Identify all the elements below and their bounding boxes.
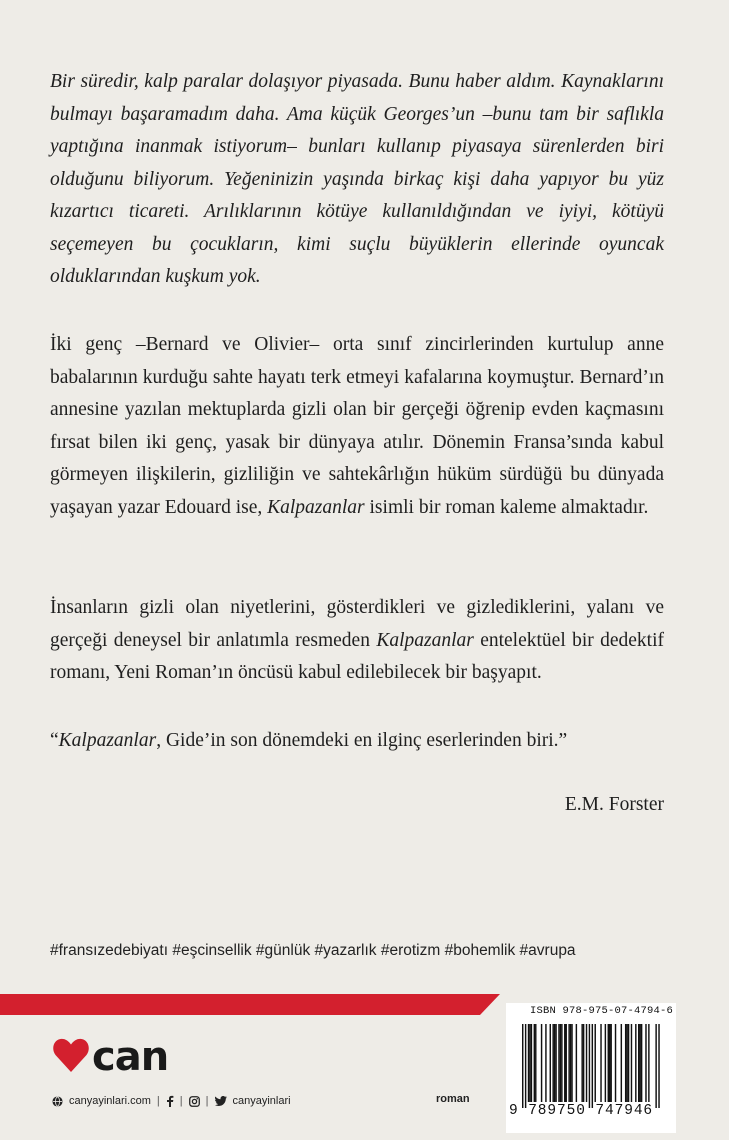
twitter-icon[interactable] bbox=[215, 1096, 227, 1106]
hashtags: #fransızedebiyatı #eşcinsellik #günlük #yazarlık #erotizm #bohemlik #avrupa bbox=[50, 942, 576, 959]
barcode-bar bbox=[576, 1024, 577, 1102]
description-text: İnsanların gizli olan niyetlerini, gösterdikleri ve gizlediklerini, yalanı ve gerçeği deneysel bir anlatımla resmeden bbox=[50, 597, 664, 651]
barcode-bar bbox=[583, 1024, 584, 1102]
divider: | bbox=[179, 1095, 183, 1107]
barcode-bar bbox=[595, 1024, 596, 1102]
barcode-bar bbox=[560, 1024, 561, 1102]
barcode-bar bbox=[528, 1024, 529, 1102]
website-link[interactable]: canyayinlari.com bbox=[69, 1095, 151, 1107]
barcode-bar bbox=[608, 1024, 609, 1102]
barcode-block bbox=[506, 1003, 676, 1133]
barcode-bar bbox=[610, 1024, 611, 1102]
barcode-digits: 9 789750 747946 bbox=[509, 1103, 654, 1119]
barcode-bar bbox=[581, 1024, 582, 1102]
barcode-bar bbox=[525, 1024, 526, 1108]
summary-text-end: isimli bir roman kaleme almaktadır. bbox=[364, 496, 649, 518]
barcode-bar bbox=[641, 1024, 642, 1102]
divider: | bbox=[205, 1095, 209, 1107]
barcode-bar bbox=[554, 1024, 555, 1102]
publisher-logo bbox=[52, 1028, 182, 1078]
barcode-bars bbox=[506, 1018, 676, 1108]
barcode-bar bbox=[522, 1024, 523, 1108]
social-handle[interactable]: canyayinlari bbox=[232, 1095, 291, 1107]
barcode-bar bbox=[615, 1024, 616, 1102]
barcode-bar bbox=[648, 1024, 649, 1102]
barcode-bar bbox=[635, 1024, 636, 1102]
quote-author: E.M. Forster bbox=[564, 794, 664, 815]
logo-text: can bbox=[92, 1034, 169, 1078]
barcode-bar bbox=[552, 1024, 553, 1102]
barcode-bar bbox=[605, 1024, 606, 1102]
barcode-bar bbox=[555, 1024, 556, 1102]
barcode-bar bbox=[570, 1024, 571, 1102]
quote-open-mark: “ bbox=[50, 730, 59, 751]
barcode-bar bbox=[529, 1024, 530, 1102]
barcode-bar bbox=[600, 1024, 601, 1102]
review-quote bbox=[50, 725, 664, 758]
footer-links bbox=[52, 1091, 291, 1111]
barcode-bar bbox=[545, 1024, 546, 1102]
barcode-bar bbox=[558, 1024, 559, 1102]
divider: | bbox=[156, 1095, 160, 1107]
barcode-bar bbox=[658, 1024, 659, 1108]
summary-text: İki genç –Bernard ve Olivier– orta sınıf zincirlerinden kurtulup anne babalarının kurduğu sahte hayatı terk etmeyi kafalarına koymuştur. Bernard’ın annesine yazılan mektuplarda gizli olan bir gerçeği öğrenip evden kaçmasını fırsat bilen iki genç, yasak bir dünyaya atılır. Dönemin Fransa’sında kabul görmeyen ilişkilerin, gizliliğin ve sahtekârlığın hüküm sürdüğü bu dünyada yaşayan yazar Edouard ise, bbox=[50, 334, 664, 518]
barcode-bar bbox=[645, 1024, 646, 1102]
barcode-bar bbox=[628, 1024, 629, 1102]
barcode-bar bbox=[639, 1024, 640, 1102]
barcode-bar bbox=[625, 1024, 626, 1102]
barcode-bar bbox=[571, 1024, 572, 1102]
barcode-bar bbox=[568, 1024, 569, 1102]
heart-icon bbox=[53, 1039, 89, 1072]
barcode-bar bbox=[621, 1024, 622, 1102]
barcode-bar bbox=[631, 1024, 632, 1102]
barcode-bar bbox=[589, 1024, 590, 1108]
summary-paragraph bbox=[50, 329, 664, 524]
isbn-label: ISBN 978-975-07-4794-6 bbox=[530, 1005, 674, 1017]
description-paragraph bbox=[50, 592, 664, 690]
summary-book-title: Kalpazanlar bbox=[267, 496, 365, 518]
barcode-bar bbox=[592, 1024, 593, 1108]
barcode-bar bbox=[531, 1024, 532, 1102]
barcode-bar bbox=[626, 1024, 627, 1102]
facebook-icon[interactable] bbox=[166, 1095, 174, 1107]
barcode-bar bbox=[566, 1024, 567, 1102]
barcode-bar bbox=[609, 1024, 610, 1102]
quote-book-title: Kalpazanlar bbox=[58, 730, 157, 751]
globe-icon bbox=[52, 1096, 63, 1107]
description-text-end: entelektüel bir dedektif romanı, Yeni Roman’ın öncüsü kabul edilebilecek bir başyapıt. bbox=[50, 629, 665, 683]
barcode-bar bbox=[550, 1024, 551, 1102]
quote-text: , Gide’in son dönemdeki en ilginç eserlerinden biri.” bbox=[156, 730, 568, 751]
description-book-title: Kalpazanlar bbox=[376, 629, 474, 651]
intro-excerpt: Bir süredir, kalp paralar dolaşıyor piyasada. Bunu haber aldım. Kaynaklarını bulmayı başaramadım daha. Ama küçük Georges’un –bunu tam bir saflıkla yaptığına inanmak istiyorum– bunları kullanıp piyasaya sürenlerden biri olduğunu biliyorum. Yeğeninizin yaşında birkaç kişi daha yapıyor bu yüz kızartıcı ticareti. Arılıklarının kötüye kullanıldığından ve iyiyi, kötüyü seçemeyen bu çocukların, kimi suçlu büyüklerin ellerinde oyuncak olduklarından kuşkum yok. bbox=[50, 71, 664, 287]
barcode-bar bbox=[541, 1024, 542, 1102]
barcode-bar bbox=[586, 1024, 587, 1102]
barcode-bar bbox=[534, 1024, 535, 1102]
barcode-bar bbox=[655, 1024, 656, 1108]
barcode-bar bbox=[561, 1024, 562, 1102]
genre-label: roman bbox=[436, 1093, 470, 1105]
barcode-bar bbox=[564, 1024, 565, 1102]
red-accent-band bbox=[0, 994, 500, 1015]
instagram-icon[interactable] bbox=[189, 1096, 200, 1107]
barcode-bar bbox=[638, 1024, 639, 1102]
barcode-bar bbox=[535, 1024, 536, 1102]
